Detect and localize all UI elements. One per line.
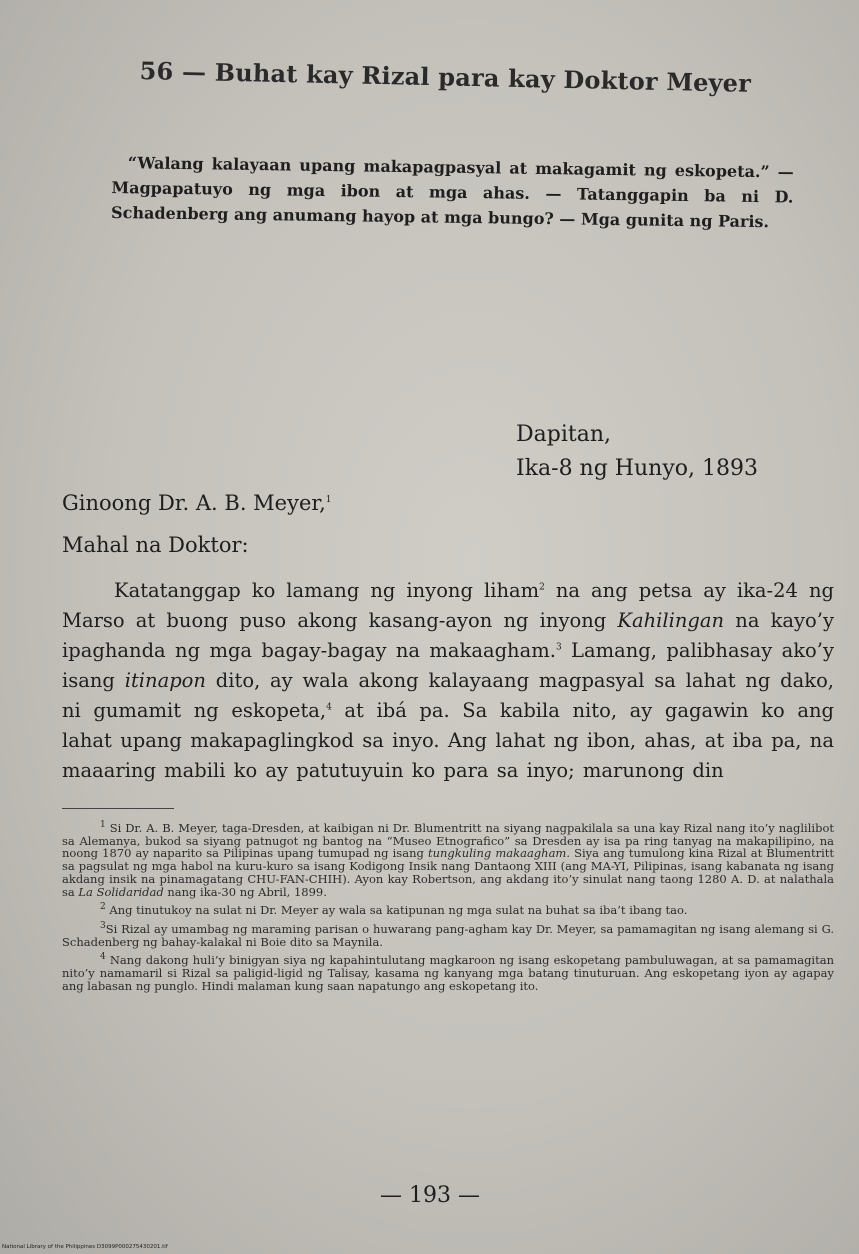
italic-term-kahilingan: Kahilingan — [617, 609, 725, 632]
salutation — [62, 482, 332, 566]
footnote-2: $^2$ Ang tinutukoy na sulat ni Dr. Meyer ay wala sa katipunan ng mga sulat na buhat sa iba’t ibang tao. — [100, 902, 688, 918]
footnote-ref-2: 2 — [539, 582, 545, 593]
addressee — [62, 482, 332, 524]
footnote-ref-4: 4 — [326, 702, 332, 713]
addressee-name: Ginoong Dr. A. B. Meyer, — [62, 491, 326, 515]
letter-paragraph: Katatanggap ko lamang ng inyong liham$^2$ na ang petsa ay ika-24 ng Marso at buong puso akong kasang-ayon ng inyong Kahilingan na kayo’y ipaghanda ng mga bagay-bagay na makaagham.$^3$ Lamang, palibhasay ako’y isang itinapon dito, ay wala akong kalayaang magpasyal sa lahat ng dako, ni gumamit ng eskopeta,$^4$ at ibá pa. Sa kabila nito, ay gagawin ko ang lahat upang makapaglingkod sa inyo. Ang lahat ng ibon, ahas, at iba pa, na maaaring mabili ko ay patutuyuin ko para sa inyo; marunong din — [62, 579, 835, 782]
dateline — [516, 418, 758, 486]
summary-text: “Walang kalayaan upang makapagpasyal at makagamit ng eskopeta.” — Magpapatuyo ng mga ibon at mga ahas. — Tatanggapin ba ni D. Schadenberg ang anumang hayop at mga bungo? — Mga gunita ng Paris. — [110, 153, 794, 232]
letter-summary — [111, 150, 794, 235]
footnote-ref-1: 1 — [325, 495, 332, 505]
dateline-place: Dapitan, — [516, 422, 611, 447]
dateline-date: Ika-8 ng Hunyo, 1893 — [516, 456, 758, 481]
footnote-4: $^4$ Nang dakong huli’y binigyan siya ng kapahintulutang magkaroon ng isang eskopetang pambuluwagan, at sa pamamagitan nito’y namamaril si Rizal sa paligid-ligid ng Talisay, kasama ng kanyang mga batang tinuturuan. Ang eskopetang iyon ay agapay ang labasan ng punglo. Hindi malaman kung saan napatungo ang eskopetang ito. — [62, 952, 834, 993]
italic-term-itinapon: itinapon — [124, 669, 206, 692]
letter-title: 56 — Buhat kay Rizal para kay Doktor Meyer — [139, 56, 752, 98]
greeting: Mahal na Doktor: — [62, 533, 249, 557]
footnote-1: $^1$ Si Dr. A. B. Meyer, taga-Dresden, at kaibigan ni Dr. Blumentritt na siyang nagpakilala sa una kay Rizal nang ito’y naglilibot sa Alemanya, bukod sa siyang patnugot ng bantog na “Museo Etnografico” sa Dresden ay isa pa ring tanyag na makapilipino, na noong 1870 ay naparito sa Pilipinas upang tumupad ng isang tungkuling makaagham. Siya ang tumulong kina Rizal at Blumentritt sa pagsulat ng mga habol na kuru-kuro sa isang Kodigong Insik nang Dantaong XIII (ang MA-YI, Pilipinas, isang kabanata ng isang akdang insik na pinamagatang CHU-FAN-CHIH). Ayon kay Robertson, ang akdang ito’y sinulat nang taong 1280 A. D. at nalathala sa La Solidaridad nang ika-30 ng Abril, 1899. — [62, 820, 834, 899]
footnote-divider — [62, 808, 174, 809]
letter-body — [62, 576, 834, 786]
page-number: — 193 — — [380, 1183, 480, 1208]
footnote-3: $^3$Si Rizal ay umambag ng maraming parisan o huwarang pang-agham kay Dr. Meyer, sa pamamagitan ng isang alemang si G. Schadenberg ng bahay-kalakal ni Boie dito sa Maynila. — [62, 921, 834, 949]
scan-credit: National Library of the Philippines D3099P000275430201.tif — [2, 1244, 168, 1250]
footnotes — [62, 822, 834, 998]
footnote-ref-3: 3 — [555, 642, 562, 653]
